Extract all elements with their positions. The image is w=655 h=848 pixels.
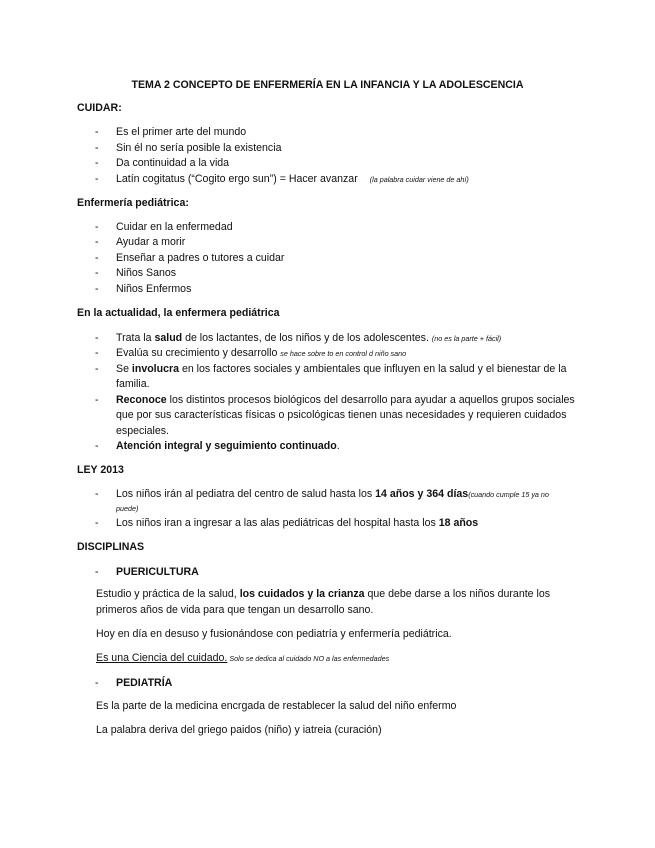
bullet-dash: - [95,173,99,185]
paragraph: La palabra deriva del griego paidos (niño) y iatreia (curación) [96,724,382,736]
item-text: los distintos procesos biológicos del desarrollo para ayudar a aquellos grupos sociales [166,394,575,406]
margin-note: (cuando cumple 15 ya no [468,490,549,499]
margin-note: se hace sobre to en control d niño sano [280,349,407,358]
disciplinas-heading: DISCIPLINAS [77,541,145,553]
bullet-dash: - [95,252,99,264]
list-item [116,439,340,453]
list-item: Ayudar a morir [116,236,186,248]
item-text: Trata la [116,332,155,344]
item-bold: 14 años y 364 días [375,488,469,500]
ley-heading: LEY 2013 [77,464,124,476]
list-item [116,331,501,346]
bullet-dash: - [95,488,99,500]
paragraph: Hoy en día en desuso y fusionándose con pediatría y enfermería pediátrica. [96,628,452,640]
paragraph-bold: los cuidados y la crianza [239,588,365,600]
list-item: Sin él no sería posible la existencia [116,142,282,154]
item-text: Los niños irán al pediatra del centro de salud hasta los [116,488,376,500]
paragraph [96,587,550,603]
list-item: Da continuidad a la vida [116,157,230,169]
margin-note: Solo se dedica al cuidado NO a las enfermedades [227,654,390,663]
bullet-dash: - [95,677,99,689]
actualidad-heading: En la actualidad, la enfermera pediátrica [77,307,280,319]
bullet-dash: - [95,566,99,578]
list-item-continuation: familia. [116,378,150,390]
pediatria-heading: PEDIATRÍA [116,677,173,689]
item-bold: Reconoce [116,394,167,406]
paragraph: Es la parte de la medicina encrgada de restablecer la salud del niño enfermo [96,700,457,712]
cuidar-heading: CUIDAR: [77,102,122,114]
item-text: . [336,440,340,452]
paragraph [96,651,389,667]
list-item: Niños Sanos [116,267,177,279]
list-item-continuation: especiales. [116,425,169,437]
list-item [116,362,567,376]
item-bold: involucra [131,363,180,375]
bullet-dash: - [95,221,99,233]
list-item: Niños Enfermos [116,283,192,295]
bullet-dash: - [95,347,99,359]
item-text: Los niños iran a ingresar a las alas pediátricas del hospital hasta los [116,517,439,529]
item-text: Latín cogitatus (“Cogito ergo sun”) = Hacer avanzar [116,173,358,185]
margin-note: (la palabra cuidar viene de ahí) [369,175,469,184]
bullet-dash: - [95,157,99,169]
bullet-dash: - [95,363,99,375]
list-item [116,393,575,407]
list-item-continuation: que por sus características físicas o psicológicas tienen unas necesidades y requieren cuidados [116,409,567,421]
puericultura-heading: PUERICULTURA [116,566,199,578]
list-item [116,516,478,530]
item-text: de los lactantes, de los niños y de los adolescentes. [182,332,432,344]
list-item [116,346,406,361]
margin-note: (no es la parte + fácil) [431,334,502,343]
list-item: Cuidar en la enfermedad [116,221,233,233]
bullet-dash: - [95,126,99,138]
list-item: Enseñar a padres o tutores a cuidar [116,252,285,264]
item-text: Evalúa su crecimiento y desarrollo [116,347,281,359]
item-text: en los factores sociales y ambientales que influyen en la salud y el bienestar de la [179,363,567,375]
margin-note-continuation: puede) [116,504,139,513]
bullet-dash: - [95,394,99,406]
list-item [116,172,469,187]
bullet-dash: - [95,267,99,279]
item-bold: salud [154,332,183,344]
item-bold: 18 años [438,517,479,529]
bullet-dash: - [95,283,99,295]
bullet-dash: - [95,142,99,154]
bullet-dash: - [95,440,99,452]
bullet-dash: - [95,517,99,529]
bullet-dash: - [95,332,99,344]
page-title: TEMA 2 CONCEPTO DE ENFERMERÍA EN LA INFANCIA Y LA ADOLESCENCIA [131,79,524,91]
item-text: Se [116,363,132,375]
paragraph-continuation: primeros años de vida para que tengan un desarrollo sano. [96,604,374,616]
list-item [116,487,549,502]
bullet-dash: - [95,236,99,248]
paragraph-text: Estudio y práctica de la salud, [96,588,240,600]
enfermeria-heading: Enfermería pediátrica: [77,197,189,209]
item-bold: Atención integral y seguimiento continuado [116,440,337,452]
paragraph-text: que debe darse a los niños durante los [364,588,551,600]
list-item: Es el primer arte del mundo [116,126,247,138]
underlined-text: Es una Ciencia del cuidado. [96,652,228,664]
